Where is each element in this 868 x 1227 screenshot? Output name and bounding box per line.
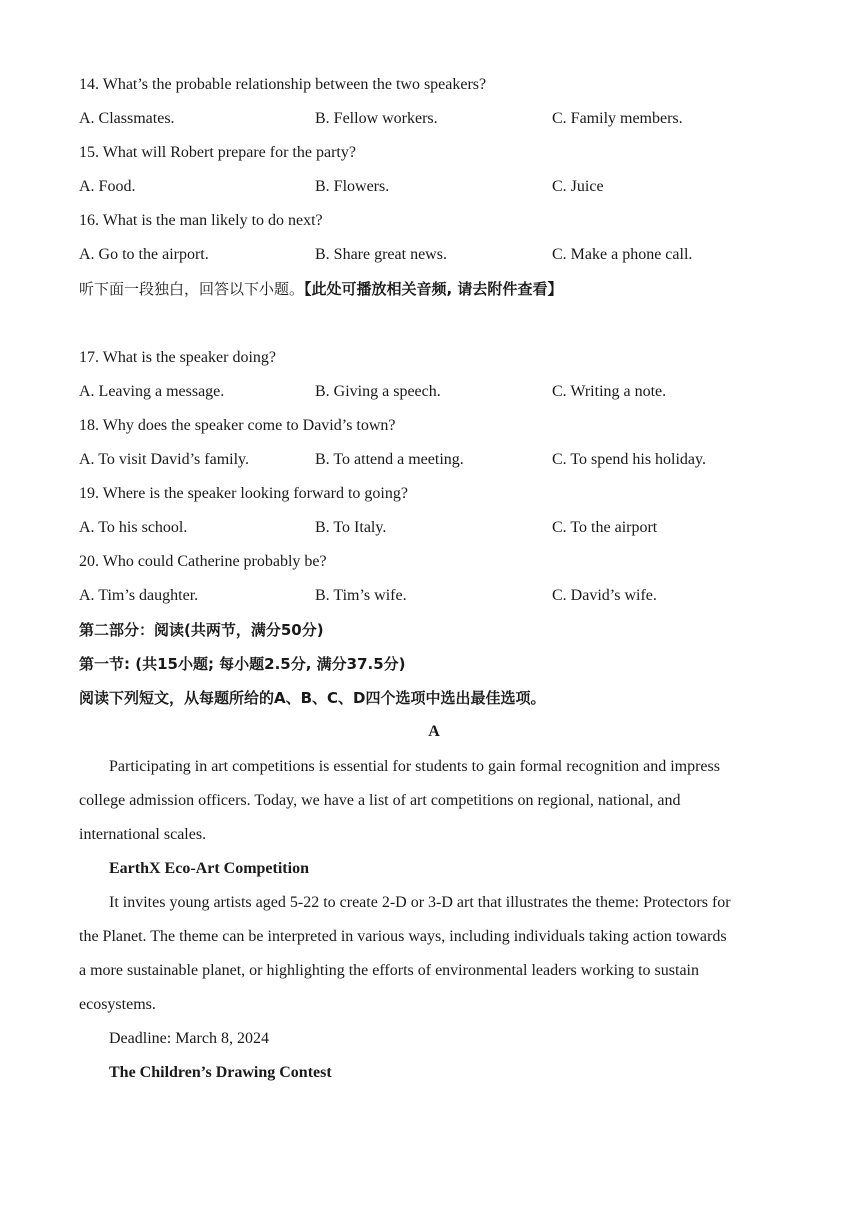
passage-label: A — [428, 723, 440, 740]
competition-desc-line-1: It invites young artists aged 5-22 to create 2-D or 3-D art that illustrates the theme: Protectors for — [109, 894, 731, 911]
option-b: B. Flowers. — [315, 178, 390, 195]
option-b: B. Tim’s wife. — [315, 587, 407, 604]
option-a: A. To his school. — [79, 519, 188, 536]
competition-title: The Children’s Drawing Contest — [109, 1064, 332, 1081]
question-19: 19. Where is the speaker looking forward to going? — [79, 485, 408, 502]
question-17: 17. What is the speaker doing? — [79, 349, 276, 366]
option-a: A. Go to the airport. — [79, 246, 209, 263]
competition-deadline: Deadline: March 8, 2024 — [109, 1030, 269, 1047]
passage-intro-line-1: Participating in art competitions is essential for students to gain formal recognition and impress — [109, 758, 720, 775]
audio-attachment-note: 【此处可播放相关音频, 请去附件查看】 — [304, 280, 563, 298]
option-b: B. Giving a speech. — [315, 383, 441, 400]
option-c: C. Family members. — [552, 110, 683, 127]
question-20: 20. Who could Catherine probably be? — [79, 553, 327, 570]
competition-desc-line-2: the Planet. The theme can be interpreted in various ways, including individuals taking action towards — [79, 928, 727, 945]
option-b: B. To Italy. — [315, 519, 387, 536]
question-14: 14. What’s the probable relationship between the two speakers? — [79, 76, 487, 93]
passage-intro-line-2: college admission officers. Today, we have a list of art competitions on regional, national, and — [79, 792, 681, 809]
section-title: 第一节: (共15小题; 每小题2.5分, 满分37.5分) — [79, 655, 406, 673]
question-18-options — [79, 450, 799, 470]
monologue-instruction — [79, 279, 562, 299]
question-20-options — [79, 586, 799, 606]
option-c: C. Juice — [552, 178, 604, 195]
question-15-options — [79, 177, 799, 197]
competition-desc-line-3: a more sustainable planet, or highlighting the efforts of environmental leaders working to sustain — [79, 962, 699, 979]
option-b: B. Share great news. — [315, 246, 447, 263]
question-15: 15. What will Robert prepare for the party? — [79, 144, 356, 161]
option-c: C. David’s wife. — [552, 587, 657, 604]
option-c: C. Writing a note. — [552, 383, 667, 400]
competition-desc-line-4: ecosystems. — [79, 996, 156, 1013]
question-19-options — [79, 518, 799, 538]
question-16-options — [79, 245, 799, 265]
question-18: 18. Why does the speaker come to David’s town? — [79, 417, 396, 434]
passage-intro-line-3: international scales. — [79, 826, 207, 843]
part-title: 第二部分：阅读(共两节，满分50分) — [79, 621, 324, 639]
option-c: C. To spend his holiday. — [552, 451, 706, 468]
option-a: A. Leaving a message. — [79, 383, 225, 400]
question-17-options — [79, 382, 799, 402]
option-b: B. To attend a meeting. — [315, 451, 464, 468]
option-a: A. Tim’s daughter. — [79, 587, 199, 604]
option-a: A. Food. — [79, 178, 136, 195]
option-c: C. Make a phone call. — [552, 246, 693, 263]
option-b: B. Fellow workers. — [315, 110, 438, 127]
question-14-options — [79, 109, 799, 129]
competition-title: EarthX Eco-Art Competition — [109, 860, 309, 877]
option-a: A. To visit David’s family. — [79, 451, 249, 468]
reading-instruction: 阅读下列短文，从每题所给的A、B、C、D四个选项中选出最佳选项。 — [79, 689, 546, 707]
option-a: A. Classmates. — [79, 110, 175, 127]
monologue-instruction-text: 听下面一段独白，回答以下小题。 — [79, 280, 305, 298]
question-16: 16. What is the man likely to do next? — [79, 212, 323, 229]
option-c: C. To the airport — [552, 519, 658, 536]
